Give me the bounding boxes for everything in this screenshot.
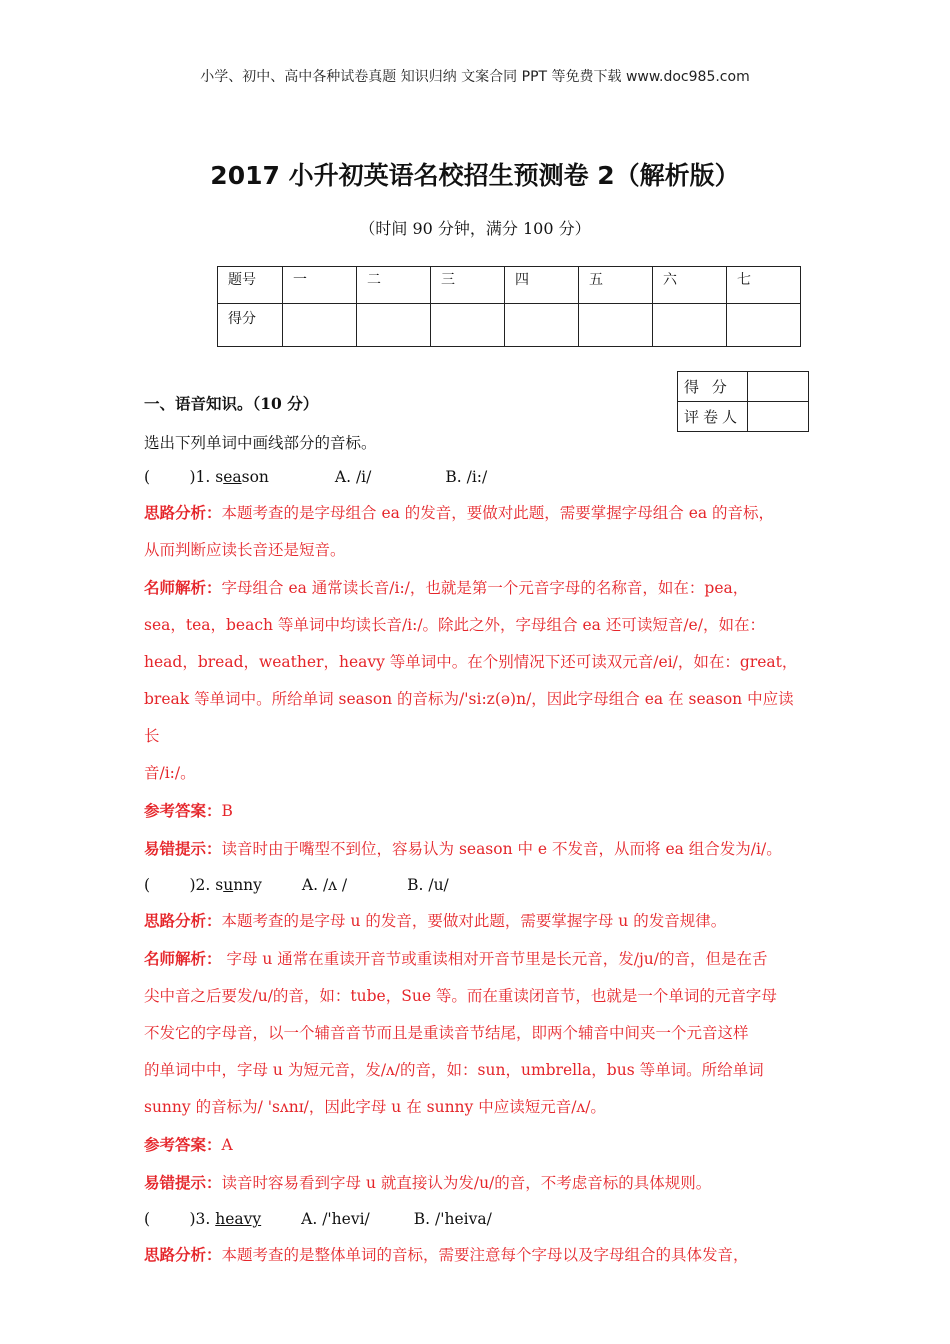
page-header: 小学、初中、高中各种试卷真题 知识归纳 文案合同 PPT 等免费下载 www.doc985.com [200,69,750,85]
score-table-cell: 二 [357,267,431,304]
explanation-text: 尖中音之后要发/u/的音，如：tube，Sue 等。而在重读闭音节，也就是一个单词的元音字母 [144,987,777,1005]
underlined-letters: ea [223,468,242,486]
score-table-cell: 五 [579,267,653,304]
option-a: A. /i/ [334,468,372,486]
tip-line [144,830,809,868]
explanation-label: 名师解析： [144,949,222,968]
grader-name-label: 评卷人 [678,402,748,432]
score-table-cell: 七 [727,267,801,304]
score-blank-cell [727,304,801,347]
question-2 [144,868,809,902]
analysis-label: 思路分析： [144,911,222,930]
answer-line [144,1126,809,1164]
score-table-cell: 一 [283,267,357,304]
score-table-header-row [218,267,801,304]
word-suffix: son [241,468,269,486]
score-table-cell: 四 [505,267,579,304]
tip-label: 易错提示： [144,839,222,858]
tip-label: 易错提示： [144,1173,222,1192]
analysis-text: 本题考查的是字母 u 的发音，要做对此题，需要掌握字母 u 的发音规律。 [221,912,727,930]
option-b: B. /u/ [407,876,449,894]
option-a: A. /'hevi/ [301,1210,370,1228]
score-blank-cell [579,304,653,347]
analysis-text: 本题考查的是字母组合 ea 的发音，要做对此题，需要掌握字母组合 ea 的音标， [221,504,775,522]
question-1 [144,460,809,494]
explanation-text: 字母 u 通常在重读开音节或重读相对开音节里是长元音，发/ju/的音，但是在舌 [221,950,768,968]
section-instruction: 选出下列单词中画线部分的音标。 [144,434,377,452]
answer-line [144,792,809,830]
explanation-text: sea，tea，beach 等单词中均读长音/i:/。除此之外，字母组合 ea 还可读短音/e/，如在： [144,616,765,634]
underlined-letters: heavy [215,1210,262,1228]
answer-label: 参考答案： [144,801,222,820]
explanation-text: sunny 的音标为/ 'sʌnɪ/，因此字母 u 在 sunny 中应读短元音/ʌ/。 [144,1098,606,1116]
tip-text: 读音时容易看到字母 u 就直接认为发/u/的音，不考虑音标的具体规则。 [221,1174,712,1192]
analysis-paragraph [144,902,809,940]
grader-score-label: 得 分 [678,372,748,402]
word-prefix: s [215,876,224,894]
page-subtitle: （时间 90 分钟，满分 100 分） [359,219,591,238]
explanation-text: break 等单词中。所给单词 season 的音标为/'si:z(ə)n/，因此字母组合 ea 在 season 中应读长 [144,690,794,745]
answer-blank: ( )3. [144,1210,216,1228]
answer-blank: ( )1. [144,468,216,486]
explanation-text: 字母组合 ea 通常读长音/i:/，也就是第一个元音字母的名称音，如在：pea， [221,579,749,597]
explanation-text: 不发它的字母音，以一个辅音音节而且是重读音节结尾，即两个辅音中间夹一个元音这样 [144,1024,749,1042]
explanation-paragraph [144,940,809,978]
analysis-label: 思路分析： [144,503,222,522]
score-blank-cell [283,304,357,347]
score-table-cell: 三 [431,267,505,304]
analysis-text: 从而判断应读长音还是短音。 [144,541,346,559]
explanation-paragraph [144,569,809,607]
option-b: B. /'heiva/ [413,1210,492,1228]
tip-line [144,1164,809,1202]
option-a: A. /ʌ / [301,876,348,894]
analysis-label: 思路分析： [144,1245,222,1264]
explanation-text: 音/i:/。 [144,764,196,782]
document-body [144,392,809,1274]
analysis-paragraph [144,494,809,532]
score-table-cell: 题号 [218,267,283,304]
explanation-text: head，bread，weather，heavy 等单词中。在个别情况下还可读双元音/ei/，如在：great， [144,653,798,671]
explanation-label: 名师解析： [144,578,222,597]
underlined-letters: u [223,876,234,894]
page-title: 2017 小升初英语名校招生预测卷 2（解析版） [210,161,740,190]
analysis-paragraph [144,1236,809,1274]
score-blank-cell [431,304,505,347]
score-blank-cell [653,304,727,347]
score-blank-cell [357,304,431,347]
word-suffix: nny [233,876,262,894]
answer-blank: ( )2. [144,876,216,894]
question-3 [144,1202,809,1236]
explanation-text: 的单词中中，字母 u 为短元音，发/ʌ/的音，如：sun，umbrella，bus 等单词。所给单词 [144,1061,764,1079]
score-table-cell: 六 [653,267,727,304]
answer-label: 参考答案： [144,1135,222,1154]
section-heading: 一、语音知识。（10 分） [144,394,319,413]
option-b: B. /i:/ [445,468,488,486]
score-table [217,266,801,347]
answer-value: A [221,1136,233,1154]
word-prefix: s [215,468,224,486]
answer-value: B [221,802,233,820]
score-table-cell: 得分 [218,304,283,347]
score-table-score-row [218,304,801,347]
score-blank-cell [505,304,579,347]
analysis-text: 本题考查的是整体单词的音标，需要注意每个字母以及字母组合的具体发音， [221,1246,749,1264]
tip-text: 读音时由于嘴型不到位，容易认为 season 中 e 不发音，从而将 ea 组合发为/i/。 [221,840,782,858]
